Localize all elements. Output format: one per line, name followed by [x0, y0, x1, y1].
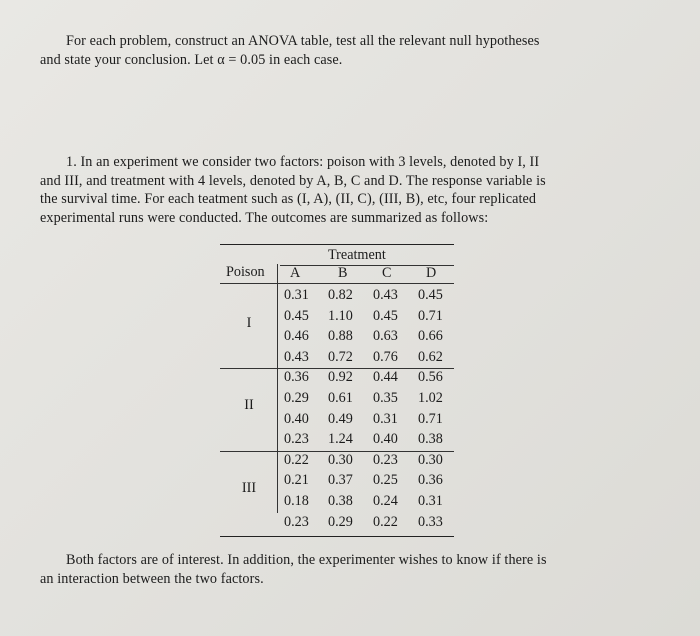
cell-a: 0.36	[284, 369, 309, 386]
treatment-header: Treatment	[328, 247, 386, 263]
cell-c: 0.43	[373, 287, 398, 303]
cell-b: 1.10	[328, 307, 353, 324]
poison-level-label: III	[241, 479, 257, 496]
closing-line-2: an interaction between the two factors.	[40, 570, 264, 587]
instructions-line-1: For each problem, construct an ANOVA table, test all the relevant null hypotheses	[66, 33, 540, 49]
cell-d: 0.71	[418, 410, 443, 427]
table-bottom-rule	[220, 536, 454, 537]
cell-b: 0.61	[328, 390, 353, 406]
cell-c: 0.40	[373, 431, 398, 448]
cell-c: 0.63	[373, 328, 398, 345]
cell-a: 0.29	[284, 390, 309, 406]
header-rule	[220, 283, 454, 284]
table-row	[284, 493, 454, 513]
cell-a: 0.22	[284, 451, 309, 468]
cell-b: 0.38	[328, 493, 353, 509]
cell-b: 0.92	[328, 369, 353, 386]
cell-a: 0.31	[284, 287, 309, 303]
cell-b: 0.49	[328, 410, 353, 427]
closing-line-1: Both factors are of interest. In addition, the experimenter wishes to know if there is	[66, 552, 547, 568]
cell-b: 0.82	[328, 287, 353, 303]
table-row	[284, 472, 454, 492]
table-row	[284, 411, 454, 431]
cell-d: 0.56	[418, 369, 443, 386]
cell-b: 0.72	[328, 348, 353, 365]
poison-level-label: II	[244, 397, 254, 414]
cell-d: 1.02	[418, 390, 443, 406]
problem-line-2: and III, and treatment with 4 levels, denoted by A, B, C and D. The response variable is	[40, 172, 546, 189]
cell-a: 0.21	[284, 472, 309, 489]
closing-paragraph	[40, 551, 650, 588]
table-row	[284, 287, 454, 307]
table-row	[284, 308, 454, 328]
table-row	[284, 328, 454, 348]
cell-b: 1.24	[328, 431, 353, 448]
cell-c: 0.25	[373, 472, 398, 489]
table-top-rule	[220, 244, 454, 245]
cell-a: 0.18	[284, 493, 309, 509]
table-row	[284, 349, 454, 369]
poison-header: Poison	[226, 264, 265, 280]
cell-c: 0.23	[373, 451, 398, 468]
cell-c: 0.76	[373, 348, 398, 365]
problem-line-1: 1. In an experiment we consider two factors: poison with 3 levels, denoted by I, II	[66, 154, 540, 170]
cell-d: 0.62	[418, 348, 443, 365]
problem-1-paragraph	[40, 153, 650, 227]
cell-b: 0.29	[328, 513, 353, 530]
cell-d: 0.31	[418, 493, 443, 509]
cell-a: 0.46	[284, 328, 309, 345]
table-row	[284, 452, 454, 472]
cell-d: 0.45	[418, 287, 443, 303]
cell-b: 0.37	[328, 472, 353, 489]
cell-a: 0.40	[284, 410, 309, 427]
table-row	[284, 431, 454, 451]
column-header-d: D	[426, 265, 437, 281]
column-header-b: B	[338, 265, 348, 281]
cell-c: 0.35	[373, 390, 398, 406]
poison-level-label: I	[246, 314, 252, 331]
cell-a: 0.23	[284, 431, 309, 448]
cell-d: 0.38	[418, 431, 443, 448]
table-row	[284, 514, 454, 534]
cell-c: 0.31	[373, 410, 398, 427]
problem-line-4: experimental runs were conducted. The outcomes are summarized as follows:	[40, 209, 489, 226]
cell-c: 0.45	[373, 307, 398, 324]
column-header-c: C	[382, 265, 392, 281]
cell-d: 0.33	[418, 513, 443, 530]
cell-d: 0.71	[418, 307, 443, 324]
column-header-a: A	[290, 265, 301, 281]
cell-c: 0.24	[373, 493, 398, 509]
cell-d: 0.30	[418, 451, 443, 468]
cell-d: 0.36	[418, 472, 443, 489]
cell-b: 0.88	[328, 328, 353, 345]
cell-d: 0.66	[418, 328, 443, 345]
cell-c: 0.44	[373, 369, 398, 386]
instructions-paragraph	[40, 32, 650, 69]
cell-a: 0.23	[284, 513, 309, 530]
problem-line-3: the survival time. For each teatment such as (I, A), (II, C), (III, B), etc, four replicated	[40, 191, 537, 207]
table-vertical-rule	[277, 264, 278, 513]
instructions-line-2: and state your conclusion. Let α = 0.05 in each case.	[40, 51, 343, 68]
cell-a: 0.45	[284, 307, 309, 324]
cell-b: 0.30	[328, 451, 353, 468]
table-row	[284, 369, 454, 389]
cell-a: 0.43	[284, 348, 309, 365]
table-row	[284, 390, 454, 410]
cell-c: 0.22	[373, 513, 398, 530]
